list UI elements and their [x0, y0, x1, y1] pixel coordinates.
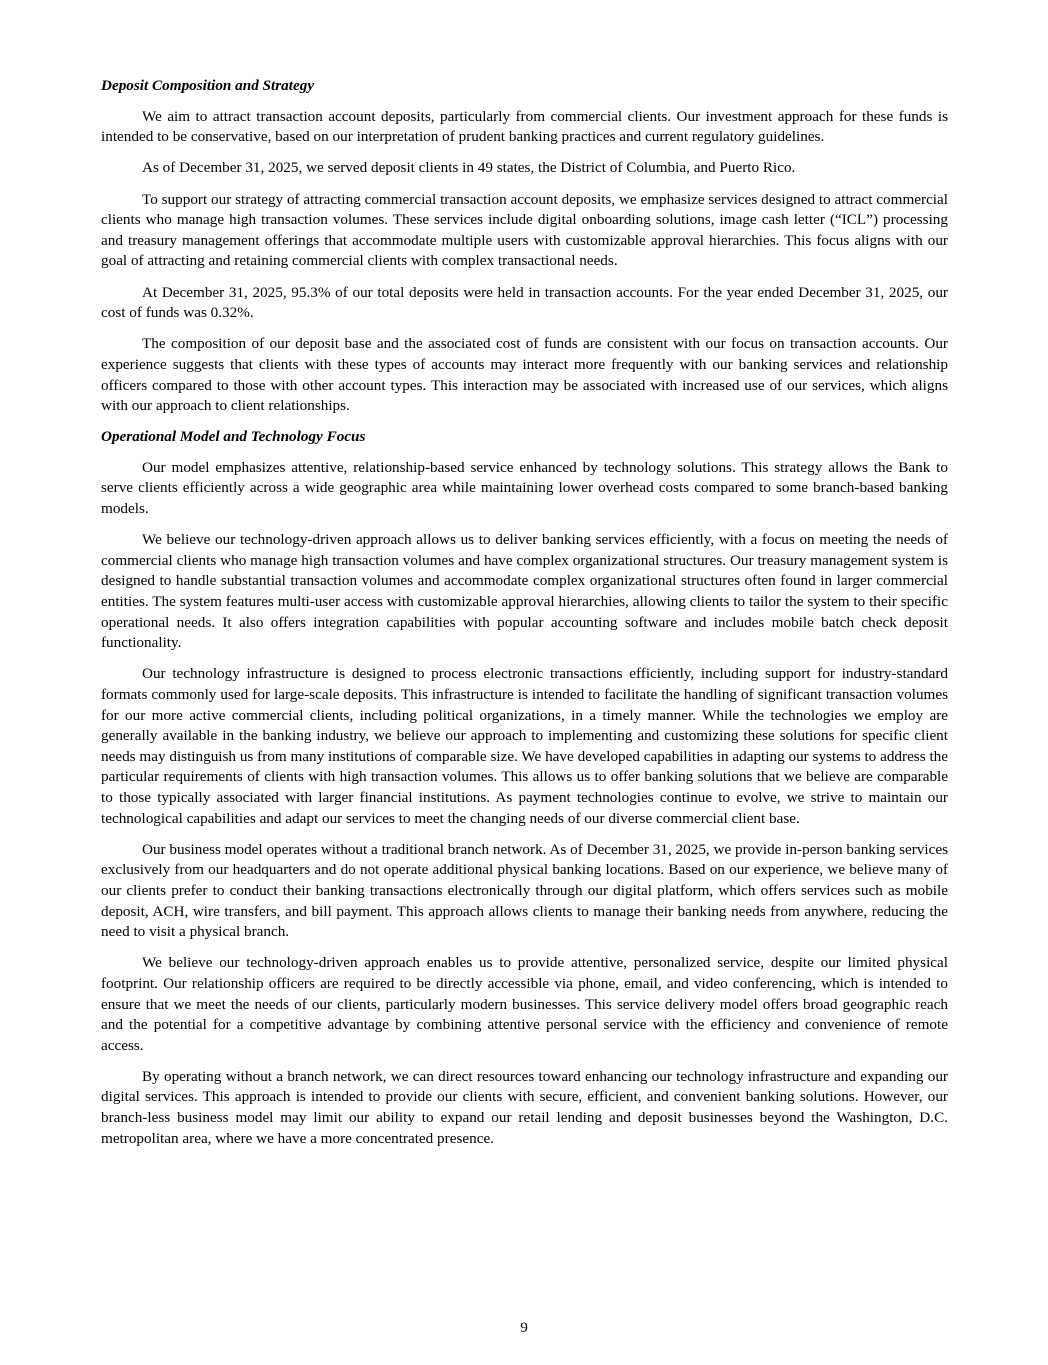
paragraph: The composition of our deposit base and the associated cost of funds are consistent with our focus on transaction accounts. Our experience suggests that clients with these types of accounts may interact more frequently with our banking services and relationship officers compared to those with other account types. This interaction may be associated with increased use of our services, which aligns with our approach to client relationships.	[101, 335, 948, 415]
section-deposit-composition	[101, 76, 948, 417]
section-operational-model	[101, 427, 948, 1149]
paragraph: We believe our technology-driven approach allows us to deliver banking services efficiently, with a focus on meeting the needs of commercial clients who manage high transaction volumes and have complex organizational structures. Our treasury management system is designed to handle substantial transaction volumes and accommodate complex organizational structures often found in larger commercial entities. The system features multi-user access with customizable approval hierarchies, allowing clients to tailor the system to their specific operational needs. It also offers integration capabilities with popular accounting software and includes mobile batch check deposit functionality.	[101, 531, 948, 652]
page-number: 9	[520, 1319, 528, 1336]
paragraph: We believe our technology-driven approach enables us to provide attentive, personalized service, despite our limited physical footprint. Our relationship officers are required to be directly accessible via phone, email, and video conferencing, which is intended to ensure that we meet the needs of our clients, particularly modern businesses. This service delivery model offers broad geographic reach and the potential for a competitive advantage by combining attentive personal service with the efficiency and convenience of remote access.	[101, 954, 948, 1054]
section-heading: Operational Model and Technology Focus	[101, 428, 366, 446]
document-page	[101, 76, 948, 1160]
paragraph: Our technology infrastructure is designed to process electronic transactions efficiently, including support for industry-standard formats commonly used for large-scale deposits. This infrastructure is intended to facilitate the handling of significant transaction volumes for our more active commercial clients, including political organizations, in a timely manner. While the technologies we employ are generally available in the banking industry, we believe our approach to implementing and customizing these solutions for specific client needs may distinguish us from many institutions of comparable size. We have developed capabilities in adapting our systems to address the particular requirements of clients with high transaction volumes. This allows us to offer banking solutions that we believe are comparable to those typically associated with larger financial institutions. As payment technologies continue to evolve, we strive to maintain our technological capabilities and adapt our services to meet the changing needs of our diverse commercial client base.	[101, 665, 948, 827]
paragraph: As of December 31, 2025, we served deposit clients in 49 states, the District of Columbia, and Puerto Rico.	[142, 159, 796, 177]
paragraph: To support our strategy of attracting commercial transaction account deposits, we emphasize services designed to attract commercial clients who manage high transaction volumes. These services include digital onboarding solutions, image cash letter (“ICL”) processing and treasury management offerings that accommodate multiple users with customizable approval hierarchies. This focus aligns with our goal of attracting and retaining commercial clients with complex transactional needs.	[101, 190, 948, 270]
paragraph: At December 31, 2025, 95.3% of our total deposits were held in transaction accounts. For the year ended December 31, 2025, our cost of funds was 0.32%.	[101, 283, 948, 322]
paragraph: Our model emphasizes attentive, relationship-based service enhanced by technology solutions. This strategy allows the Bank to serve clients efficiently across a wide geographic area while maintaining lower overhead costs compared to some branch-based banking models.	[101, 458, 948, 518]
section-heading: Deposit Composition and Strategy	[101, 77, 315, 94]
paragraph: Our business model operates without a traditional branch network. As of December 31, 2025, we provide in-person banking services exclusively from our headquarters and do not operate additional physical banking locations. Based on our experience, we believe many of our clients prefer to conduct their banking transactions electronically through our digital platform, which offers services such as mobile deposit, ACH, wire transfers, and bill payment. This approach allows clients to manage their banking needs from anywhere, reducing the need to visit a physical branch.	[101, 840, 948, 941]
paragraph: By operating without a branch network, we can direct resources toward enhancing our technology infrastructure and expanding our digital services. This approach is intended to provide our clients with secure, efficient, and convenient banking solutions. However, our branch-less business model may limit our ability to expand our retail lending and deposit businesses beyond the Washington, D.C. metropolitan area, where we have a more concentrated presence.	[101, 1067, 948, 1147]
paragraph: We aim to attract transaction account deposits, particularly from commercial clients. Our investment approach for these funds is intended to be conservative, based on our interpretation of prudent banking practices and current regulatory guidelines.	[101, 107, 948, 146]
